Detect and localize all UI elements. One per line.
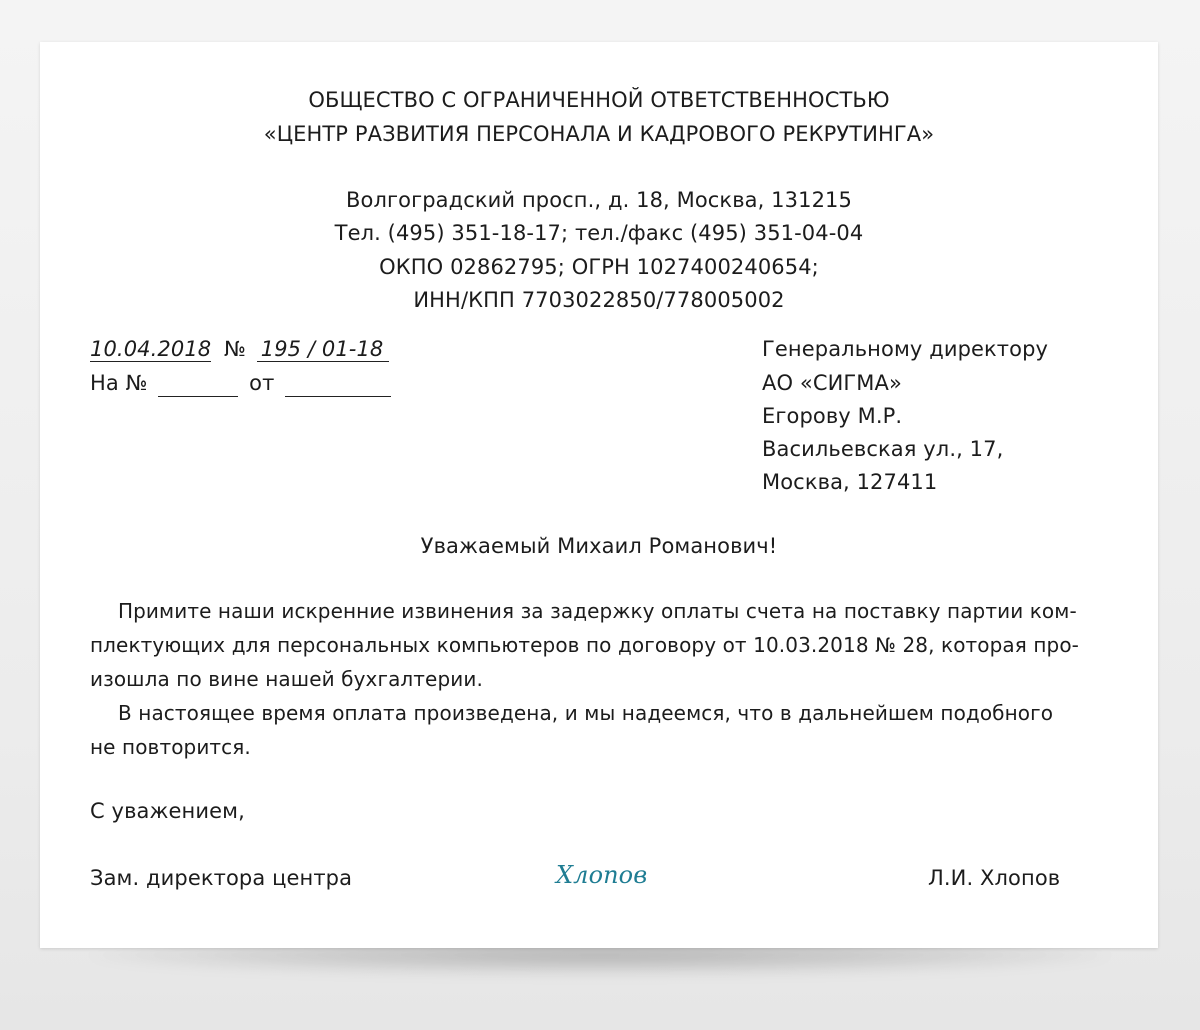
- salutation: Уважаемый Михаил Романович!: [420, 534, 778, 558]
- letter-page: [40, 42, 1158, 948]
- org-address: Волгоградский просп., д. 18, Москва, 131215: [346, 188, 852, 212]
- body-paragraph1-line2: плектующих для персональных компьютеров по договору от 10.03.2018 № 28, которая про-: [90, 633, 1079, 657]
- body-paragraph2-line1: В настоящее время оплата произведена, и мы надеемся, что в дальнейшем подобного: [118, 701, 1054, 725]
- handwritten-signature: Хлопов: [556, 861, 648, 889]
- org-name-line1: ОБЩЕСТВО С ОГРАНИЧЕННОЙ ОТВЕТСТВЕННОСТЬЮ: [308, 88, 890, 112]
- org-okpo-ogrn: ОКПО 02862795; ОГРН 1027400240654;: [379, 255, 819, 279]
- recipient-line3: Егорову М.Р.: [762, 404, 903, 428]
- body-paragraph1-line3: изошла по вине нашей бухгалтерии.: [90, 667, 483, 691]
- org-inn-kpp: ИНН/КПП 7703022850/778005002: [413, 288, 785, 312]
- letter-number: 195 / 01-18: [257, 337, 389, 362]
- number-sign: №: [224, 337, 246, 361]
- recipient-line1: Генеральному директору: [762, 337, 1049, 361]
- outgoing-reference: [90, 335, 389, 363]
- signer-name: Л.И. Хлопов: [928, 866, 1061, 890]
- org-name-line2: «ЦЕНТР РАЗВИТИЯ ПЕРСОНАЛА И КАДРОВОГО РЕКРУТИНГА»: [263, 122, 935, 146]
- recipient-line4: Васильевская ул., 17,: [762, 437, 1004, 461]
- signer-position: Зам. директора центра: [90, 866, 353, 890]
- recipient-line2: АО «СИГМА»: [762, 371, 902, 395]
- letter-date: 10.04.2018: [90, 337, 212, 361]
- body-paragraph1-line1: Примите наши искренние извинения за задержку оплаты счета на поставку партии ком-: [118, 599, 1077, 623]
- reply-number-blank: [158, 374, 238, 397]
- org-phone: Тел. (495) 351-18-17; тел./факс (495) 351-04-04: [334, 221, 864, 245]
- reply-from-label: от: [249, 371, 275, 395]
- recipient-line5: Москва, 127411: [762, 470, 938, 494]
- reply-prefix: На №: [90, 371, 148, 395]
- reply-reference: [90, 369, 391, 397]
- closing: С уважением,: [90, 799, 245, 823]
- reply-date-blank: [285, 374, 391, 397]
- body-paragraph2-line2: не повторится.: [90, 735, 251, 759]
